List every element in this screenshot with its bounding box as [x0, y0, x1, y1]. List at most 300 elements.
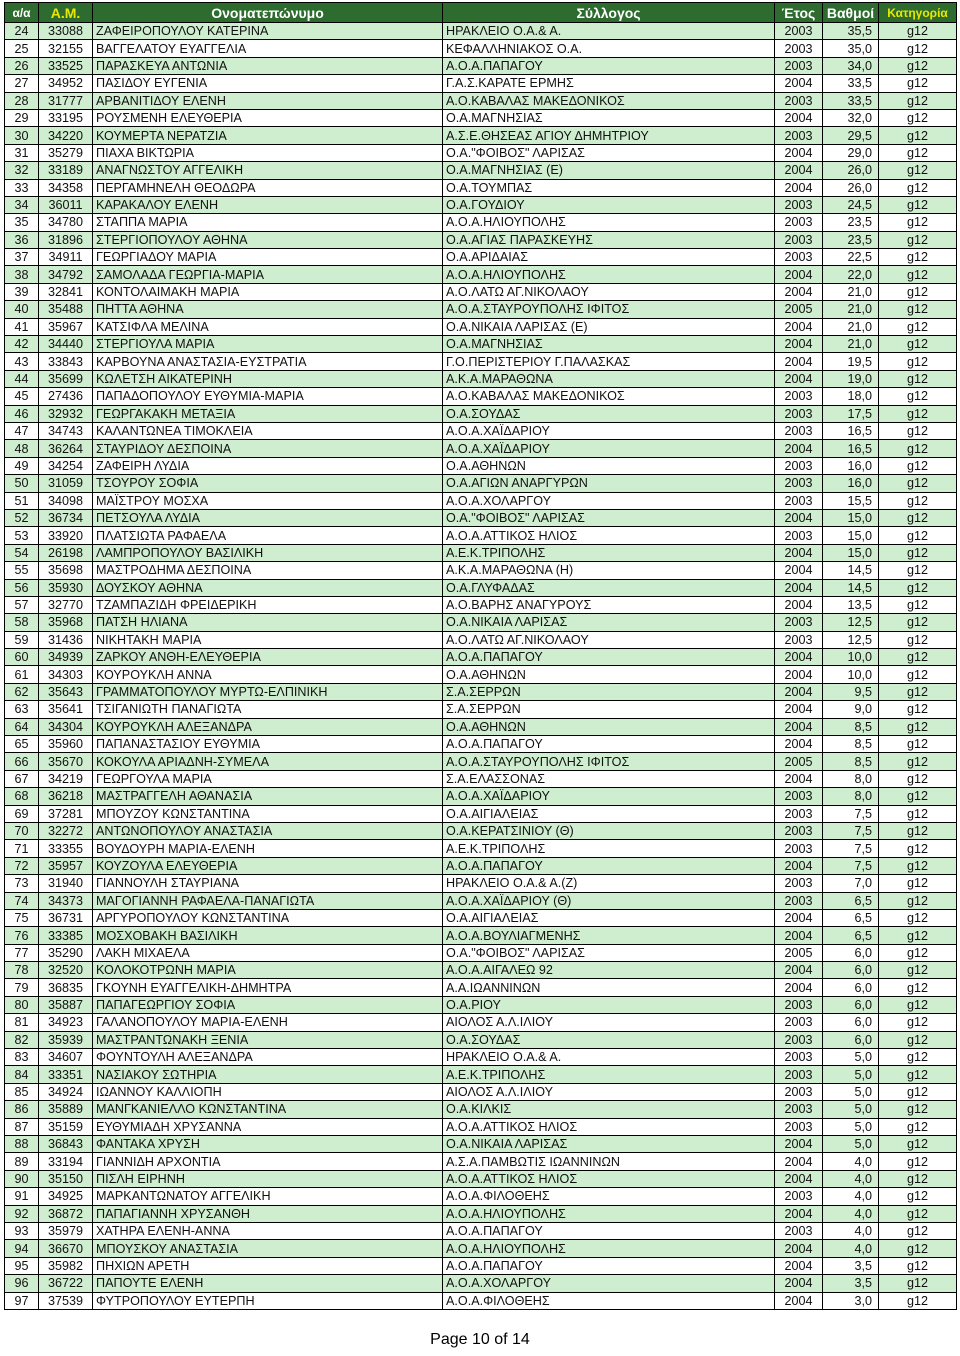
row-number: 25	[5, 40, 39, 57]
points: 16,0	[823, 457, 879, 474]
club-name: Α.Ο.Α.ΦΙΛΟΘΕΗΣ	[443, 1188, 775, 1205]
row-number: 64	[5, 718, 39, 735]
member-id: 27436	[39, 388, 93, 405]
category: g12	[879, 527, 957, 544]
member-id: 35967	[39, 318, 93, 335]
header-year: Έτος	[775, 3, 823, 23]
row-number: 59	[5, 631, 39, 648]
birth-year: 2004	[775, 562, 823, 579]
header-club: Σύλλογος	[443, 3, 775, 23]
athlete-name: ΑΡΒΑΝΙΤΙΔΟΥ ΕΛΕΝΗ	[93, 92, 443, 109]
row-number: 73	[5, 875, 39, 892]
category: g12	[879, 909, 957, 926]
table-row	[5, 1257, 957, 1274]
table-row	[5, 979, 957, 996]
club-name: Ο.Α.ΑΘΗΝΩΝ	[443, 718, 775, 735]
member-id: 36011	[39, 196, 93, 213]
table-row	[5, 440, 957, 457]
member-id: 36731	[39, 909, 93, 926]
club-name: ΑΙΟΛΟΣ Α.Λ.ΙΛΙΟΥ	[443, 1083, 775, 1100]
points: 21,0	[823, 301, 879, 318]
birth-year: 2004	[775, 736, 823, 753]
club-name: Α.Ο.Α.ΧΑΪΔΑΡΙΟΥ	[443, 788, 775, 805]
category: g12	[879, 1292, 957, 1309]
club-name: Α.Ο.Α.ΑΤΤΙΚΟΣ ΗΛΙΟΣ	[443, 527, 775, 544]
table-row	[5, 336, 957, 353]
table-row	[5, 109, 957, 126]
club-name: Ο.Α."ΦΟΙΒΟΣ" ΛΑΡΙΣΑΣ	[443, 509, 775, 526]
table-row	[5, 266, 957, 283]
member-id: 37281	[39, 805, 93, 822]
member-id: 34952	[39, 75, 93, 92]
athlete-name: ΚΩΛΕΤΣΗ ΑΙΚΑΤΕΡΙΝΗ	[93, 370, 443, 387]
table-row	[5, 649, 957, 666]
club-name: Ο.Α.ΡΙΟΥ	[443, 996, 775, 1013]
points: 14,5	[823, 579, 879, 596]
athlete-name: ΛΑΚΗ ΜΙΧΑΕΛΑ	[93, 944, 443, 961]
points: 9,0	[823, 701, 879, 718]
category: g12	[879, 1205, 957, 1222]
table-row	[5, 718, 957, 735]
athlete-name: ΚΟΥΖΟΥΛΑ ΕΛΕΥΘΕΡΙΑ	[93, 857, 443, 874]
row-number: 89	[5, 1153, 39, 1170]
category: g12	[879, 875, 957, 892]
table-row	[5, 301, 957, 318]
row-number: 78	[5, 962, 39, 979]
birth-year: 2003	[775, 1049, 823, 1066]
category: g12	[879, 822, 957, 839]
athlete-name: ΛΑΜΠΡΟΠΟΥΛΟΥ ΒΑΣΙΛΙΚΗ	[93, 544, 443, 561]
category: g12	[879, 214, 957, 231]
birth-year: 2003	[775, 475, 823, 492]
birth-year: 2004	[775, 909, 823, 926]
table-row	[5, 596, 957, 613]
table-row	[5, 1222, 957, 1239]
member-id: 36835	[39, 979, 93, 996]
club-name: Α.Ο.Α.ΗΛΙΟΥΠΟΛΗΣ	[443, 1240, 775, 1257]
birth-year: 2004	[775, 770, 823, 787]
birth-year: 2004	[775, 370, 823, 387]
table-row	[5, 1118, 957, 1135]
row-number: 40	[5, 301, 39, 318]
category: g12	[879, 1014, 957, 1031]
member-id: 34924	[39, 1083, 93, 1100]
category: g12	[879, 283, 957, 300]
category: g12	[879, 770, 957, 787]
points: 6,5	[823, 909, 879, 926]
points: 19,0	[823, 370, 879, 387]
category: g12	[879, 718, 957, 735]
birth-year: 2003	[775, 92, 823, 109]
athlete-name: ΣΤΕΡΓΙΟΥΛΑ ΜΑΡΙΑ	[93, 336, 443, 353]
club-name: Α.Ο.Α.ΧΑΪΔΑΡΙΟΥ	[443, 422, 775, 439]
athlete-name: ΚΑΛΑΝΤΩΝΕΑ ΤΙΜΟΚΛΕΙΑ	[93, 422, 443, 439]
row-number: 29	[5, 109, 39, 126]
club-name: Α.Ο.Α.ΧΟΛΑΡΓΟΥ	[443, 1275, 775, 1292]
member-id: 31436	[39, 631, 93, 648]
row-number: 33	[5, 179, 39, 196]
member-id: 34098	[39, 492, 93, 509]
row-number: 44	[5, 370, 39, 387]
points: 16,0	[823, 475, 879, 492]
athlete-name: ΦΟΥΝΤΟΥΛΗ ΑΛΕΞΑΝΔΡΑ	[93, 1049, 443, 1066]
points: 4,0	[823, 1188, 879, 1205]
table-row	[5, 40, 957, 57]
table-row	[5, 840, 957, 857]
row-number: 53	[5, 527, 39, 544]
row-number: 94	[5, 1240, 39, 1257]
birth-year: 2004	[775, 979, 823, 996]
points: 8,5	[823, 753, 879, 770]
member-id: 33189	[39, 162, 93, 179]
points: 10,0	[823, 666, 879, 683]
category: g12	[879, 1153, 957, 1170]
birth-year: 2003	[775, 875, 823, 892]
club-name: Γ.Ο.ΠΕΡΙΣΤΕΡΙΟΥ Γ.ΠΑΛΑΣΚΑΣ	[443, 353, 775, 370]
club-name: ΑΙΟΛΟΣ Α.Λ.ΙΛΙΟΥ	[443, 1014, 775, 1031]
category: g12	[879, 23, 957, 40]
club-name: Α.Ο.Α.ΧΑΪΔΑΡΙΟΥ (Θ)	[443, 892, 775, 909]
category: g12	[879, 1049, 957, 1066]
table-row	[5, 405, 957, 422]
category: g12	[879, 109, 957, 126]
points: 23,5	[823, 231, 879, 248]
table-row	[5, 231, 957, 248]
member-id: 35699	[39, 370, 93, 387]
athlete-name: ΚΑΡΑΚΑΛΟΥ ΕΛΕΝΗ	[93, 196, 443, 213]
points: 16,5	[823, 440, 879, 457]
points: 4,0	[823, 1205, 879, 1222]
member-id: 35150	[39, 1170, 93, 1187]
club-name: Α.Ο.ΚΑΒΑΛΑΣ ΜΑΚΕΔΟΝΙΚΟΣ	[443, 388, 775, 405]
birth-year: 2004	[775, 1240, 823, 1257]
category: g12	[879, 631, 957, 648]
club-name: Ο.Α.ΣΟΥΔΑΣ	[443, 1031, 775, 1048]
club-name: ΗΡΑΚΛΕΙΟ Ο.Α.& Α.	[443, 23, 775, 40]
row-number: 82	[5, 1031, 39, 1048]
member-id: 36734	[39, 509, 93, 526]
athlete-name: ΠΕΡΓΑΜΗΝΕΛΗ ΘΕΟΔΩΡΑ	[93, 179, 443, 196]
member-id: 32520	[39, 962, 93, 979]
row-number: 65	[5, 736, 39, 753]
table-row	[5, 875, 957, 892]
header-row	[5, 3, 957, 23]
birth-year: 2003	[775, 805, 823, 822]
table-row	[5, 736, 957, 753]
category: g12	[879, 1101, 957, 1118]
category: g12	[879, 962, 957, 979]
athlete-name: ΠΗΧΙΩΝ ΑΡΕΤΗ	[93, 1257, 443, 1274]
header-category: Κατηγορία	[879, 3, 957, 23]
row-number: 52	[5, 509, 39, 526]
athlete-name: ΓΕΩΡΓΑΚΑΚΗ ΜΕΤΑΞΙΑ	[93, 405, 443, 422]
club-name: Α.Ο.Α.ΠΑΠΑΓΟΥ	[443, 857, 775, 874]
member-id: 35889	[39, 1101, 93, 1118]
birth-year: 2004	[775, 109, 823, 126]
club-name: Σ.Α.ΕΛΑΣΣΟΝΑΣ	[443, 770, 775, 787]
category: g12	[879, 336, 957, 353]
birth-year: 2003	[775, 631, 823, 648]
category: g12	[879, 370, 957, 387]
birth-year: 2004	[775, 336, 823, 353]
table-row	[5, 214, 957, 231]
category: g12	[879, 701, 957, 718]
table-row	[5, 788, 957, 805]
category: g12	[879, 649, 957, 666]
athlete-name: ΦΑΝΤΑΚΑ ΧΡΥΣΗ	[93, 1136, 443, 1153]
header-am: Α.Μ.	[39, 3, 93, 23]
athlete-name: ΜΑΣΤΡΑΓΓΕΛΗ ΑΘΑΝΑΣΙΑ	[93, 788, 443, 805]
club-name: Ο.Α.ΑΓΙΩΝ ΑΝΑΡΓΥΡΩΝ	[443, 475, 775, 492]
category: g12	[879, 266, 957, 283]
athlete-name: ΣΤΕΡΓΙΟΠΟΥΛΟΥ ΑΘΗΝΑ	[93, 231, 443, 248]
athlete-name: ΚΟΚΟΥΛΑ ΑΡΙΑΔΝΗ-ΣΥΜΕΛΑ	[93, 753, 443, 770]
club-name: Ο.Α.ΝΙΚΑΙΑ ΛΑΡΙΣΑΣ	[443, 614, 775, 631]
points: 15,0	[823, 509, 879, 526]
points: 5,0	[823, 1066, 879, 1083]
points: 15,0	[823, 527, 879, 544]
athlete-name: ΓΙΑΝΝΙΔΗ ΑΡΧΟΝΤΙΑ	[93, 1153, 443, 1170]
row-number: 69	[5, 805, 39, 822]
row-number: 39	[5, 283, 39, 300]
row-number: 80	[5, 996, 39, 1013]
club-name: Α.Ο.Α.ΧΑΪΔΑΡΙΟΥ	[443, 440, 775, 457]
member-id: 26198	[39, 544, 93, 561]
category: g12	[879, 1136, 957, 1153]
athlete-name: ΓΕΩΡΓΙΑΔΟΥ ΜΑΡΙΑ	[93, 249, 443, 266]
category: g12	[879, 736, 957, 753]
birth-year: 2004	[775, 144, 823, 161]
category: g12	[879, 1066, 957, 1083]
table-row	[5, 1170, 957, 1187]
birth-year: 2003	[775, 405, 823, 422]
points: 5,0	[823, 1083, 879, 1100]
row-number: 56	[5, 579, 39, 596]
points: 12,5	[823, 614, 879, 631]
member-id: 36843	[39, 1136, 93, 1153]
row-number: 95	[5, 1257, 39, 1274]
table-row	[5, 1292, 957, 1309]
club-name: Α.Ο.Α.ΧΟΛΑΡΓΟΥ	[443, 492, 775, 509]
table-row	[5, 1031, 957, 1048]
birth-year: 2004	[775, 962, 823, 979]
member-id: 32841	[39, 283, 93, 300]
member-id: 34373	[39, 892, 93, 909]
category: g12	[879, 127, 957, 144]
table-row	[5, 144, 957, 161]
row-number: 49	[5, 457, 39, 474]
club-name: Ο.Α.ΓΟΥΔΙΟΥ	[443, 196, 775, 213]
row-number: 67	[5, 770, 39, 787]
club-name: Α.Ο.Α.ΠΑΠΑΓΟΥ	[443, 1222, 775, 1239]
club-name: ΚΕΦΑΛΛΗΝΙΑΚΟΣ Ο.Α.	[443, 40, 775, 57]
points: 8,5	[823, 718, 879, 735]
athlete-name: ΠΛΑΤΣΙΩΤΑ ΡΑΦΑΕΛΑ	[93, 527, 443, 544]
category: g12	[879, 301, 957, 318]
member-id: 34607	[39, 1049, 93, 1066]
member-id: 36670	[39, 1240, 93, 1257]
row-number: 71	[5, 840, 39, 857]
table-header	[5, 3, 957, 23]
birth-year: 2003	[775, 457, 823, 474]
member-id: 35488	[39, 301, 93, 318]
category: g12	[879, 857, 957, 874]
birth-year: 2003	[775, 196, 823, 213]
row-number: 32	[5, 162, 39, 179]
table-row	[5, 353, 957, 370]
row-number: 28	[5, 92, 39, 109]
athlete-name: ΠΗΤΤΑ ΑΘΗΝΑ	[93, 301, 443, 318]
athlete-name: ΜΑΣΤΡΑΝΤΩΝΑΚΗ ΞΕΝΙΑ	[93, 1031, 443, 1048]
birth-year: 2005	[775, 301, 823, 318]
birth-year: 2003	[775, 1222, 823, 1239]
table-row	[5, 683, 957, 700]
category: g12	[879, 75, 957, 92]
birth-year: 2004	[775, 1153, 823, 1170]
row-number: 87	[5, 1118, 39, 1135]
club-name: Ο.Α.ΓΛΥΦΑΔΑΣ	[443, 579, 775, 596]
category: g12	[879, 1222, 957, 1239]
member-id: 35957	[39, 857, 93, 874]
club-name: Ο.Α.ΣΟΥΔΑΣ	[443, 405, 775, 422]
member-id: 33194	[39, 1153, 93, 1170]
member-id: 34440	[39, 336, 93, 353]
birth-year: 2004	[775, 509, 823, 526]
category: g12	[879, 162, 957, 179]
table-row	[5, 162, 957, 179]
member-id: 31059	[39, 475, 93, 492]
row-number: 97	[5, 1292, 39, 1309]
category: g12	[879, 562, 957, 579]
athlete-name: ΚΟΥΡΟΥΚΛΗ ΑΛΕΞΑΝΔΡΑ	[93, 718, 443, 735]
table-row	[5, 1049, 957, 1066]
club-name: Ο.Α.ΑΡΙΔΑΙΑΣ	[443, 249, 775, 266]
member-id: 31777	[39, 92, 93, 109]
club-name: Ο.Α.ΑΘΗΝΩΝ	[443, 457, 775, 474]
row-number: 91	[5, 1188, 39, 1205]
athlete-name: ΠΙΣΛΗ ΕΙΡΗΝΗ	[93, 1170, 443, 1187]
category: g12	[879, 92, 957, 109]
points: 26,0	[823, 162, 879, 179]
category: g12	[879, 1275, 957, 1292]
row-number: 45	[5, 388, 39, 405]
club-name: Ο.Α.ΝΙΚΑΙΑ ΛΑΡΙΣΑΣ	[443, 1136, 775, 1153]
category: g12	[879, 440, 957, 457]
category: g12	[879, 614, 957, 631]
member-id: 34923	[39, 1014, 93, 1031]
birth-year: 2004	[775, 1170, 823, 1187]
table-row	[5, 701, 957, 718]
birth-year: 2004	[775, 1275, 823, 1292]
club-name: Α.Ο.ΛΑΤΩ ΑΓ.ΝΙΚΟΛΑΟΥ	[443, 631, 775, 648]
points: 3,0	[823, 1292, 879, 1309]
club-name: Α.Ο.ΒΑΡΗΣ ΑΝΑΓΥΡΟΥΣ	[443, 596, 775, 613]
category: g12	[879, 249, 957, 266]
birth-year: 2003	[775, 527, 823, 544]
athlete-name: ΚΑΤΣΙΦΛΑ ΜΕΛΙΝΑ	[93, 318, 443, 335]
birth-year: 2003	[775, 388, 823, 405]
header-aa: α/α	[5, 3, 39, 23]
club-name: Α.Ο.Α.ΠΑΠΑΓΟΥ	[443, 57, 775, 74]
birth-year: 2004	[775, 440, 823, 457]
club-name: Ο.Α.ΚΙΛΚΙΣ	[443, 1101, 775, 1118]
row-number: 41	[5, 318, 39, 335]
table-row	[5, 1014, 957, 1031]
table-row	[5, 127, 957, 144]
table-row	[5, 962, 957, 979]
table-row	[5, 388, 957, 405]
row-number: 58	[5, 614, 39, 631]
row-number: 85	[5, 1083, 39, 1100]
row-number: 36	[5, 231, 39, 248]
row-number: 27	[5, 75, 39, 92]
member-id: 34358	[39, 179, 93, 196]
club-name: Ο.Α.ΑΓΙΑΣ ΠΑΡΑΣΚΕΥΗΣ	[443, 231, 775, 248]
table-row	[5, 753, 957, 770]
club-name: ΗΡΑΚΛΕΙΟ Ο.Α.& Α.	[443, 1049, 775, 1066]
points: 8,0	[823, 770, 879, 787]
points: 19,5	[823, 353, 879, 370]
category: g12	[879, 683, 957, 700]
member-id: 35979	[39, 1222, 93, 1239]
page-footer: Page 10 of 14	[430, 1331, 530, 1348]
member-id: 31896	[39, 231, 93, 248]
points: 32,0	[823, 109, 879, 126]
row-number: 34	[5, 196, 39, 213]
category: g12	[879, 318, 957, 335]
points: 6,0	[823, 1031, 879, 1048]
athlete-name: ΠΑΠΑΔΟΠΟΥΛΟΥ ΕΥΘΥΜΙΑ-ΜΑΡΙΑ	[93, 388, 443, 405]
member-id: 36872	[39, 1205, 93, 1222]
birth-year: 2004	[775, 75, 823, 92]
category: g12	[879, 457, 957, 474]
row-number: 43	[5, 353, 39, 370]
club-name: Ο.Α.ΑΙΓΙΑΛΕΙΑΣ	[443, 805, 775, 822]
table-row	[5, 909, 957, 926]
table-row	[5, 892, 957, 909]
points: 6,0	[823, 996, 879, 1013]
category: g12	[879, 944, 957, 961]
club-name: Α.Ο.Α.ΗΛΙΟΥΠΟΛΗΣ	[443, 266, 775, 283]
birth-year: 2004	[775, 579, 823, 596]
club-name: Α.Ο.ΛΑΤΩ ΑΓ.ΝΙΚΟΛΑΟΥ	[443, 283, 775, 300]
athlete-name: ΜΑΓΟΓΙΑΝΝΗ ΡΑΦΑΕΛΑ-ΠΑΝΑΓΙΩΤΑ	[93, 892, 443, 909]
row-number: 30	[5, 127, 39, 144]
member-id: 33920	[39, 527, 93, 544]
birth-year: 2003	[775, 1188, 823, 1205]
points: 5,0	[823, 1049, 879, 1066]
category: g12	[879, 1188, 957, 1205]
ranking-sheet	[4, 2, 956, 1310]
table-row	[5, 457, 957, 474]
points: 17,5	[823, 405, 879, 422]
member-id: 34220	[39, 127, 93, 144]
row-number: 37	[5, 249, 39, 266]
points: 35,5	[823, 23, 879, 40]
member-id: 35982	[39, 1257, 93, 1274]
club-name: Α.Ο.Α.ΑΙΓΑΛΕΩ 92	[443, 962, 775, 979]
row-number: 86	[5, 1101, 39, 1118]
birth-year: 2004	[775, 162, 823, 179]
table-row	[5, 370, 957, 387]
category: g12	[879, 492, 957, 509]
row-number: 83	[5, 1049, 39, 1066]
member-id: 35290	[39, 944, 93, 961]
club-name: Ο.Α.ΜΑΓΝΗΣΙΑΣ	[443, 336, 775, 353]
row-number: 61	[5, 666, 39, 683]
member-id: 36722	[39, 1275, 93, 1292]
points: 33,5	[823, 92, 879, 109]
